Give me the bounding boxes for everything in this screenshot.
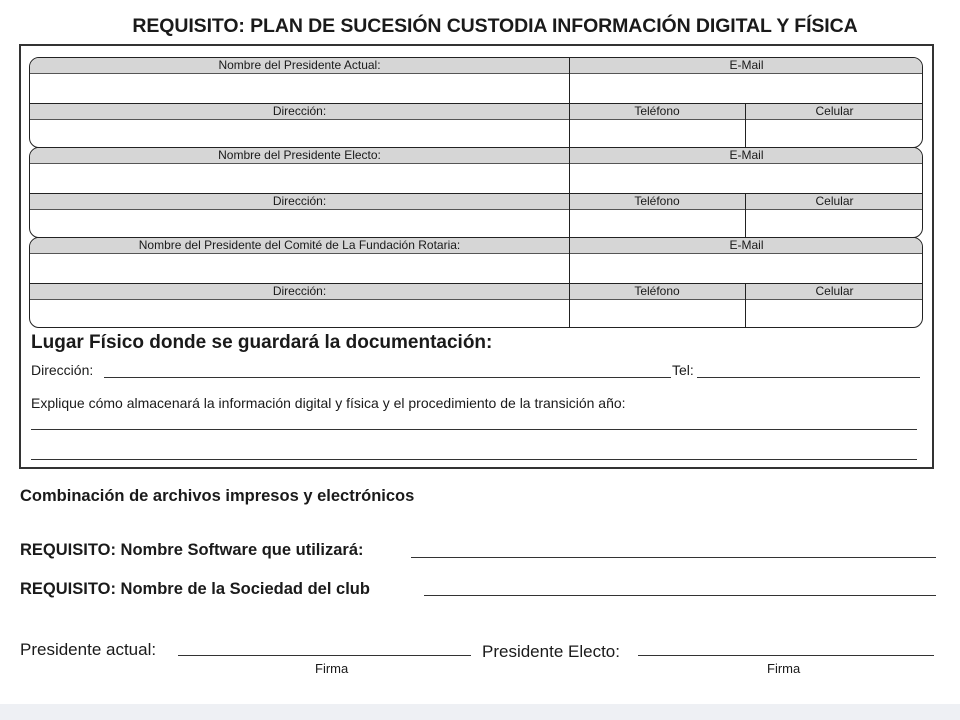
phone-label: Teléfono (634, 194, 680, 208)
address-label: Dirección: (272, 104, 327, 118)
elect-president-signature-label: Presidente Electo: (482, 642, 620, 661)
email-label: E-Mail (729, 238, 764, 252)
address-phone-row (30, 193, 922, 238)
address-label: Dirección: (272, 284, 327, 298)
elect-president-block (29, 147, 923, 238)
explain-line-1[interactable] (31, 429, 917, 430)
name-email-row (30, 238, 922, 283)
phone-label: Teléfono (634, 104, 680, 118)
address-phone-row (30, 103, 922, 148)
name-email-row (30, 58, 922, 103)
mobile-label: Celular (815, 194, 854, 208)
current-firma-label: Firma (315, 661, 349, 676)
software-line[interactable] (411, 557, 936, 558)
explain-label: Explique cómo almacenará la información digital y física y el procedimiento de la transición año: (31, 395, 626, 411)
name-label: Nombre del Presidente Actual: (218, 58, 381, 72)
location-tel-line[interactable] (697, 377, 920, 378)
combination-heading: Combinación de archivos impresos y electrónicos (20, 487, 415, 505)
name-label: Nombre del Presidente Electo: (218, 148, 381, 162)
explain-line-2[interactable] (31, 459, 917, 460)
location-title: Lugar Físico donde se guardará la documentación: (31, 332, 493, 353)
mobile-label: Celular (815, 284, 854, 298)
form-title: REQUISITO: PLAN DE SUCESIÓN CUSTODIA INFORMACIÓN DIGITAL Y FÍSICA (132, 15, 858, 37)
location-tel-label: Tel: (672, 362, 694, 378)
phone-label: Teléfono (634, 284, 680, 298)
software-label: REQUISITO: Nombre Software que utilizará: (20, 541, 364, 559)
society-label: REQUISITO: Nombre de la Sociedad del club (20, 580, 370, 598)
address-label: Dirección: (272, 194, 327, 208)
location-address-line[interactable] (104, 377, 671, 378)
society-line[interactable] (424, 595, 936, 596)
elect-president-signature-line[interactable] (638, 655, 934, 656)
current-president-block (29, 57, 923, 148)
foundation-committee-block (29, 237, 923, 328)
elect-firma-label: Firma (767, 661, 801, 676)
current-president-signature-label: Presidente actual: (20, 640, 157, 659)
location-address-label: Dirección: (31, 362, 94, 378)
name-email-row (30, 148, 922, 193)
address-phone-row (30, 283, 922, 328)
bottom-strip (0, 704, 960, 720)
current-president-signature-line[interactable] (178, 655, 471, 656)
name-label: Nombre del Presidente del Comité de La Fundación Rotaria: (138, 238, 461, 252)
mobile-label: Celular (815, 104, 854, 118)
email-label: E-Mail (729, 58, 764, 72)
email-label: E-Mail (729, 148, 764, 162)
